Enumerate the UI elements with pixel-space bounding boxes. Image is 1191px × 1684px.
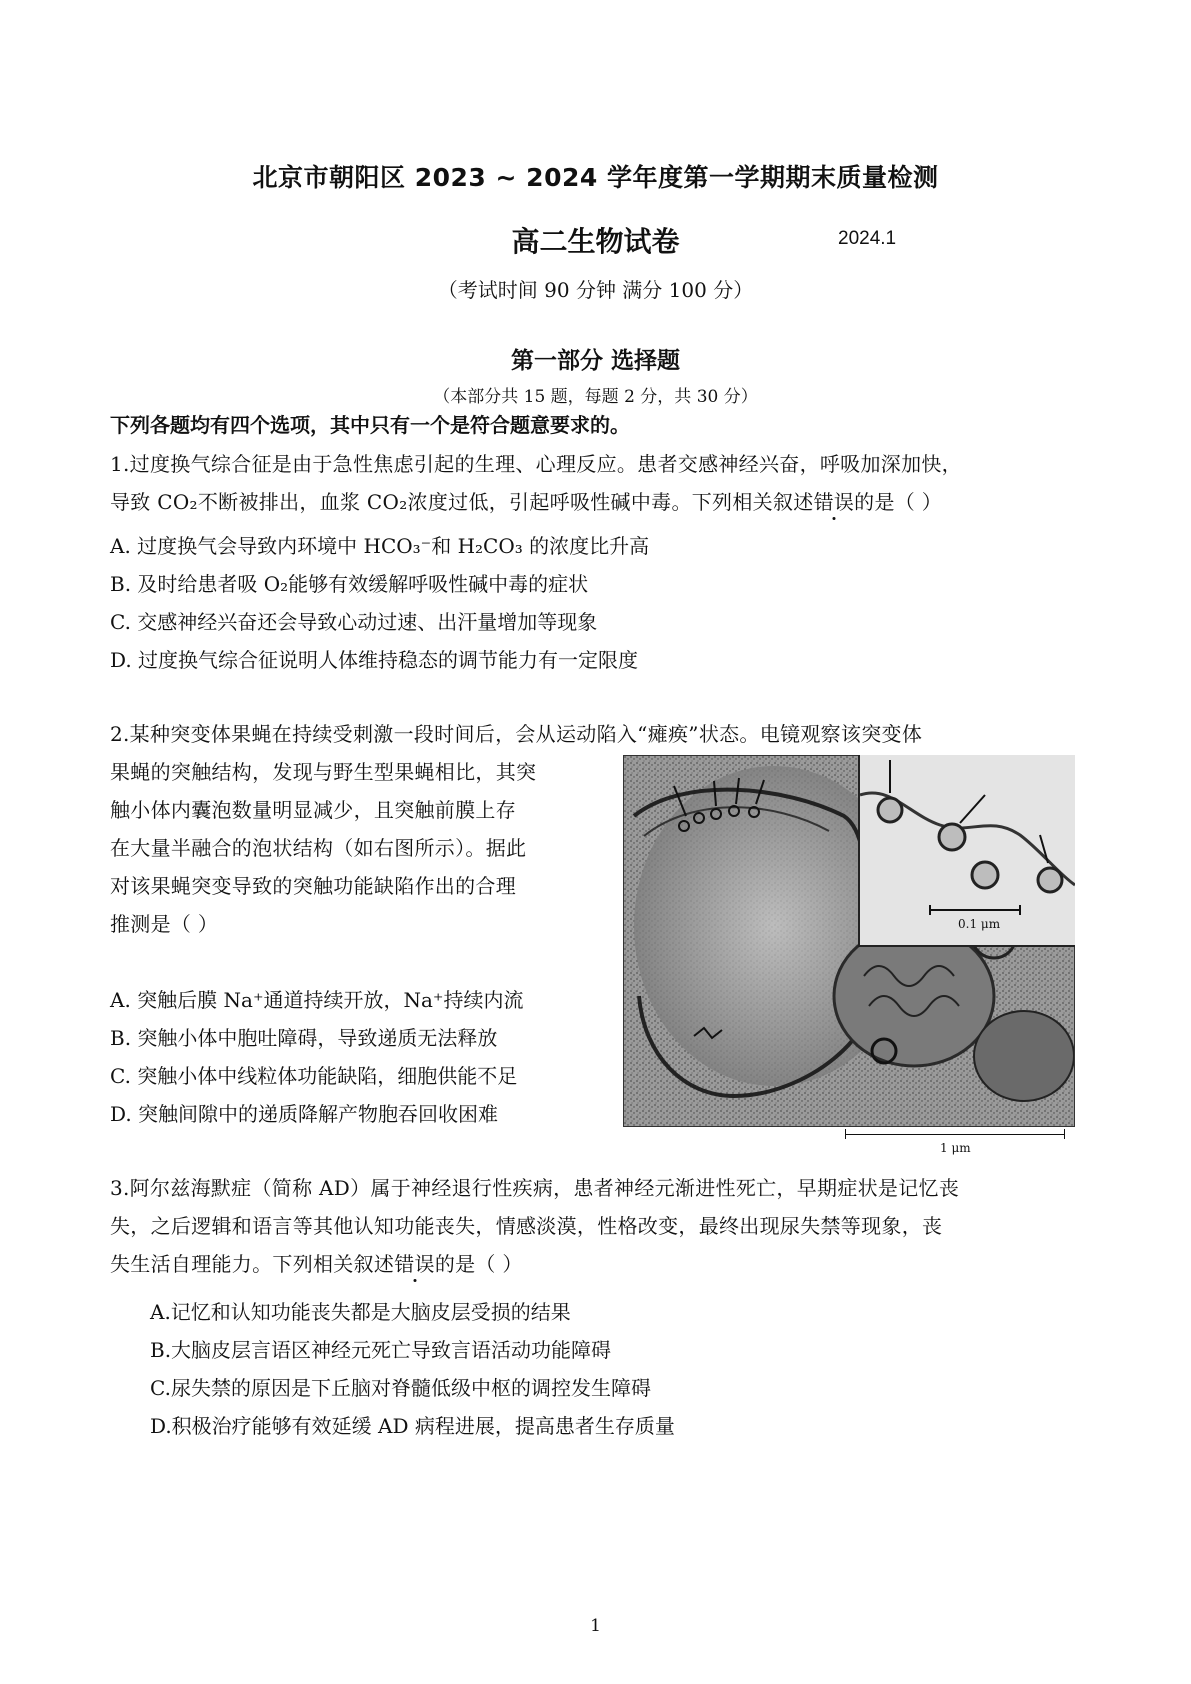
q2-option-d: D. 突触间隙中的递质降解产物胞吞回收困难 bbox=[110, 1102, 499, 1126]
q3-stem-line3 bbox=[110, 1248, 523, 1277]
q1-stem-end: 的是（ ） bbox=[854, 490, 943, 514]
paper-subtitle: 高二生物试卷 bbox=[511, 225, 680, 258]
q1-option-b: B. 及时给患者吸 O₂能够有效缓解呼吸性碱中毒的症状 bbox=[110, 572, 589, 596]
page-number: 1 bbox=[590, 1616, 601, 1636]
q2-option-a: A. 突触后膜 Na⁺通道持续开放，Na⁺持续内流 bbox=[110, 988, 524, 1012]
section-instruction: 下列各题均有四个选项，其中只有一个是符合题意要求的。 bbox=[110, 413, 630, 437]
q1-option-d: D. 过度换气综合征说明人体维持稳态的调节能力有一定限度 bbox=[110, 648, 639, 672]
q3-stem-line1: 3.阿尔兹海默症（简称 AD）属于神经退行性疾病，患者神经元渐进性死亡，早期症状是记忆丧 bbox=[110, 1176, 960, 1200]
main-scale-bar bbox=[845, 1134, 1065, 1135]
q2-stem-line6: 推测是（ ） bbox=[110, 912, 219, 936]
scale-bar-left-tick bbox=[845, 1129, 846, 1139]
q2-option-c: C. 突触小体中线粒体功能缺陷，细胞供能不足 bbox=[110, 1064, 518, 1088]
q1-stem-text: 导致 CO₂不断被排出，血浆 CO₂浓度过低，引起呼吸性碱中毒。下列相关叙述 bbox=[110, 490, 814, 514]
q2-stem-line5: 对该果蝇突变导致的突触功能缺陷作出的合理 bbox=[110, 874, 516, 898]
section-note: （本部分共 15 题，每题 2 分，共 30 分） bbox=[433, 387, 758, 407]
q1-stem-line1: 1.过度换气综合征是由于急性焦虑引起的生理、心理反应。患者交感神经兴奋，呼吸加深加快， bbox=[110, 452, 962, 476]
inset-scale-label: 0.1 μm bbox=[958, 917, 1001, 931]
exam-date: 2024.1 bbox=[838, 228, 897, 249]
q2-option-b: B. 突触小体中胞吐障碍，导致递质无法释放 bbox=[110, 1026, 498, 1050]
q2-stem-line2: 果蝇的突触结构，发现与野生型果蝇相比，其突 bbox=[110, 760, 537, 784]
q3-option-c: C.尿失禁的原因是下丘脑对脊髓低级中枢的调控发生障碍 bbox=[150, 1376, 651, 1400]
q1-stem-line2 bbox=[110, 486, 942, 515]
q3-emphasis-word: 错误 bbox=[394, 1252, 435, 1276]
q1-emphasis-word: 错误 bbox=[813, 490, 855, 514]
exam-title: 北京市朝阳区 2023 ~ 2024 学年度第一学期期末质量检测 bbox=[252, 163, 939, 192]
q3-stem-line2: 失，之后逻辑和语言等其他认知功能丧失，情感淡漠，性格改变，最终出现尿失禁等现象，丧 bbox=[110, 1214, 943, 1238]
q1-option-a: A. 过度换气会导致内环境中 HCO₃⁻和 H₂CO₃ 的浓度比升高 bbox=[110, 534, 650, 558]
section-title: 第一部分 选择题 bbox=[510, 348, 680, 374]
q3-option-b: B.大脑皮层言语区神经元死亡导致言语活动功能障碍 bbox=[150, 1338, 612, 1362]
q2-stem-line1: 2.某种突变体果蝇在持续受刺激一段时间后，会从运动陷入“瘫痪”状态。电镜观察该突变体 bbox=[110, 722, 923, 746]
q2-stem-line3: 触小体内囊泡数量明显减少，且突触前膜上存 bbox=[110, 798, 516, 822]
q2-stem-line4: 在大量半融合的泡状结构（如右图所示）。据此 bbox=[110, 836, 527, 860]
q3-stem-end: 的是（ ） bbox=[434, 1252, 523, 1276]
q3-stem-text: 失生活自理能力。下列相关叙述 bbox=[110, 1252, 395, 1276]
q3-option-a: A.记忆和认知功能丧失都是大脑皮层受损的结果 bbox=[150, 1300, 571, 1324]
scale-bar-right-tick bbox=[1064, 1129, 1065, 1139]
micrograph-inset bbox=[858, 755, 1075, 947]
main-scale-label: 1 μm bbox=[940, 1141, 971, 1155]
exam-info: （考试时间 90 分钟 满分 100 分） bbox=[437, 278, 754, 302]
q1-option-c: C. 交感神经兴奋还会导致心动过速、出汗量增加等现象 bbox=[110, 610, 598, 634]
q3-option-d: D.积极治疗能够有效延缓 AD 病程进展，提高患者生存质量 bbox=[150, 1414, 675, 1438]
